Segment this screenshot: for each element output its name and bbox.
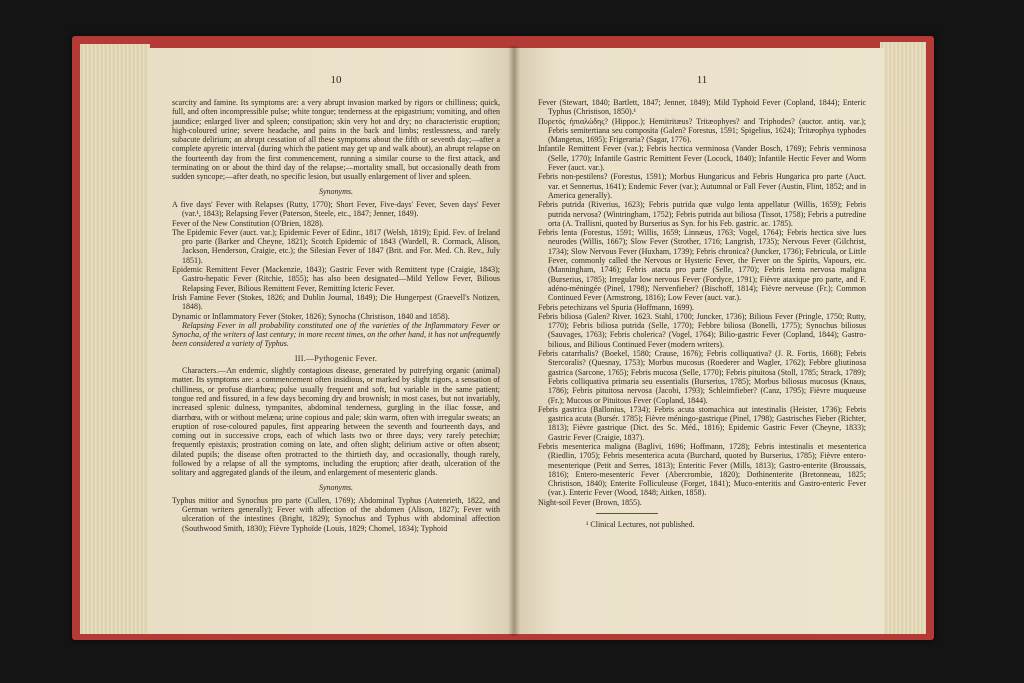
synonym-entry: Febris biliosa (Galen? River. 1623. Stahl, 1700; Juncker, 1736); Bilious Fever (Pringle, 1750; Rutty, 1770); Febris biliosa putrida (Selle, 1770); Febbre biliosa (Bonelli, 1775); Synochus biliosus (Sauvages, 1763); Febris cholerica? (Vogel, 1764); Bilio-gastric Fever (Copland, 1844); Gastro-bilious, and Bilious Continued Fever (modern writers). — [538, 311, 866, 349]
footnote-rule — [596, 513, 658, 514]
characters-paragraph: Characters.—An endemic, slightly contagious disease, generated by putrefying organic (animal) matter. Its symptoms are: a commencement often insidious, or marked by slight rigors, a sensation of chilliness, or profuse diarrhœa; pulse usually frequent and soft, but variable in the same patient; tongue red and fissured, in a few days becoming dry and brownish; in most cases, but not invariably, increased splenic dulness, tympanites, abdominal tenderness, gurgling in the iliac fossæ, and diarrhœa, with or without melæna; urine copious and pale; skin warm, often with irregular sweats; an eruption of rose-coloured papules, first appearing between the seventh and fourteenth days, and coming out in successive crops, each of which lasts two or three days; very rarely petechiæ; frequently epistaxis; prostration coming on late, and often slight; delirium active or often absent; dilated pupils; the disease often protracted to the thirtieth day, and occasionally, though rarely, followed by a relapse of all the symptoms, including the eruption; after death, ulceration of the solitary and aggregated glands of the ileum, and enlargement of mesenteric glands. — [172, 366, 500, 478]
synonym-entry: Febris putrida (Riverius, 1623); Febris putrida quæ vulgo lenta appellatur (Willis, 1659); Febris putrida nervosa? (Wintringham, 1752); Febris putrida aut biliosa (Tissot, 1758); Febris a putredine orta (A. Trallisni, quoted by Burserius as Syn. for his Feb. gastric. ac. 1785). — [538, 200, 866, 228]
book-gutter — [508, 46, 520, 636]
page-edges-left — [80, 44, 150, 634]
note-paragraph: Relapsing Fever in all probability constituted one of the varieties of the Inflammatory Fever or Synocha, of the writers of last century; in more recent times, on the other hand, it has not unfrequently been considered a variety of Typhus. — [172, 320, 500, 349]
synonym-entry: Febris non-pestilens? (Forestus, 1591); Morbus Hungaricus and Febris Hungarica pro parte (Auct. var. et Sennertus, 1641); Endemic Fever (var.); Autumnal or Fall Fever (Austin, Flint, 1852; and in America generally). — [538, 172, 866, 200]
synonyms-heading: Synonyms. — [319, 186, 353, 196]
synonym-entry: Irish Famine Fever (Stokes, 1826; and Dublin Journal, 1849); Die Hungerpest (Graevell's Notizen, 1848). — [172, 292, 500, 312]
synonym-entry: Infantile Remittent Fever (var.); Febris hectica verminosa (Vander Bosch, 1769); Febris verminosa (Selle, 1770); Infantile Gastric Remittent Fever (Locock, 1840); Infantile Hectic Fever and Worm Fever (auct. var.). — [538, 144, 866, 173]
synonym-entry: Fever (Stewart, 1840; Bartlett, 1847; Jenner, 1849); Mild Typhoid Fever (Copland, 1844); Enteric Typhus (Christison, 1850).¹ — [538, 98, 866, 117]
synonyms-heading: Synonyms. — [319, 482, 353, 492]
right-page — [514, 48, 884, 634]
synonym-entry: Febris petechizans vel Spuria (Hoffmann, 1699). — [538, 302, 695, 312]
synonym-entry: Typhus mitior and Synochus pro parte (Cullen, 1769); Abdominal Typhus (Autenrieth, 1822, and German writers generally); Fever with affection of the abdomen (Alison, 1827); Fever with ulceration of the intestines (Bright, 1829); Synochus and Typhus with abdominal affection (Southwood Smith, 1830); Fièvre Typhoïde (Louis, 1829; Chomel, 1834); Typhoid — [172, 495, 500, 533]
synonym-entry: A five days' Fever with Relapses (Rutty, 1770); Short Fever, Five-days' Fever, Seven days' Fever (var.¹, 1843); Relapsing Fever (Paterson, Steele, etc., 1847; Jenner, 1849). — [172, 199, 500, 219]
synonym-entry: Night-soil Fever (Brown, 1855). — [538, 497, 642, 507]
section-title: III.—Pythogenic Fever. — [294, 353, 378, 363]
synonym-entry: The Epidemic Fever (auct. var.); Epidemic Fever of Edinr., 1817 (Welsh, 1819); Epid. Fev. of Ireland pro parte (Barker and Cheyne, 1821); Scotch Epidemic of 1843 (Wardell, R. Cormack, Alison, Jackson, Henderson, Craigie, etc.); the Silesian Fever of 1847 (Brit. and For. Med. Ch. Rev., July 1851). — [172, 227, 500, 265]
left-page-text — [172, 98, 500, 533]
left-page — [148, 48, 514, 634]
right-page-text — [538, 98, 866, 529]
footnote: ¹ Clinical Lectures, not published. — [586, 520, 695, 530]
synonym-entry: Febris catarrhalis? (Boekel, 1580; Crause, 1676); Febris colliquativa? (J. R. Fortis, 1668); Febris Stercoralis? (Quesnay, 1753); Morbus mucosus (Roederer and Wagler, 1762); Febbre gliutinosa gastrica (Sarcone, 1765); Febris mucosa (Selle, 1770); Febris pituitosa (Stoll, 1785; Strack, 1789); Febris colliquativa primaria seu essentialis (Burserius, 1785); Morbus biliosus mucosus (Knaus, 1786); Febris pituitosa nervosa (Jacobi, 1793); Schleimfieber? (Canz, 1795); Fièvre muqueuse (Fr.); Mucous or Pituitous Fever (Copland, 1844). — [538, 349, 866, 405]
synonym-entry: Febris mesenterica maligna (Baglivi, 1696; Hoffmann, 1728); Febris intestinalis et mesenterica (Riedlin, 1705); Febris mesenterica acuta (Burchard, quoted by Burserius, 1785); Fièvre entero-mesenterique (Petit and Serres, 1813); Enteritic Fever (Mills, 1813); Gastro-enterite (Broussais, 1816); Entero-mesenteric Fever (Abercrombie, 1820); Dothinenterite (Bretonneau, 1825; Christison, 1840); Enterite Folliculeuse (Forget, 1841); Muco-enteritis and Gastro-enteric Fever (var.). Enteric Fever (Wood, 1848; Aitken, 1858). — [538, 441, 866, 498]
synonym-entry: Dynamic or Inflammatory Fever (Stoker, 1826); Synocha (Christison, 1840 and 1858). — [172, 311, 450, 321]
synonym-entry: Πυρετὸς ἠπιαλώδης? (Hippoc.); Hemitritæus? Tritæophyes? and Triphodes? (auctor. antiq. var.); Febris semitertiana seu composita (Galen? Forestus, 1591; Spigelius, 1624); Tritæophya typhodes (Mangetus, 1695); Frigeraria? (Sagar, 1776). — [538, 116, 866, 145]
synonym-entry: Febris lenta (Forestus, 1591; Willis, 1659; Linnæus, 1763; Vogel, 1764); Febris hectica sive lues neurodes (Willis, 1667); Slow Fever (Strother, 1716; Langrish, 1735); Nervous Fever (Gilchrist, 1734); Slow Nervous Fever (Huxham, 1739); Febris chronica? (Juncker, 1736); Febricula, or Little Fever, commonly called the Nervous or Hysteric Fever, the Fever on the Spirits, Vapours, etc. (Manningham, 1746); Febris atacta pro parte (Selle, 1770); Febris lenta nervosa maligna (Burserius, 1785); Irregular low nervous Fever (Fordyce, 1791); Fièvre ataxique pro parte, and F. adéno-méningée (Pinel, 1798); Nervenfieber? (Bischoff, 1814); Fièvre nerveuse (Fr.); Common Continued Fever (Armstrong, 1816); Low Fever (auct. var.). — [538, 228, 866, 303]
opening-paragraph: scarcity and famine. Its symptoms are: a very abrupt invasion marked by rigors or chilliness; quick, full, and often incompressible pulse; white tongue; tenderness at the epigastrium; vomiting, and often jaundice; enlarged liver and spleen; constipation; skin very hot and dry; no characteristic eruption; high-coloured urine; severe headache, and pains in the back and limbs; restlessness, and rarely subacute delirium; an abrupt cessation of all these symptoms about the fifth or seventh day;—after a complete apyretic interval (during which the patient may get up and walk about), an abrupt relapse on the fourteenth day from the first commencement, running a similar course to the first attack, and terminating on or about the third day of the relapse;—mortality small, but occasionally death from sudden syncope;—after death, no specific lesion, but usually enlargement of liver and spleen. — [172, 98, 500, 182]
page-edges-right — [880, 42, 926, 634]
synonym-entry: Fever of the New Constitution (O'Brien, 1828). — [172, 218, 324, 228]
page-number: 10 — [330, 74, 342, 86]
synonym-entry: Febris gastrica (Ballonius, 1734); Febris acuta stomachica aut intestinalis (Heister, 1736); Febris gastrica acuta (Bursér. 1785); Fièvre méningo-gastrique (Pinel, 1798); Gastrisches Fieber (Richter, 1813); Fièvre gastrique (Dict. des Sc. Méd., 1816); Epidemic Gastric Fever (Cheyne, 1833); Gastric Fever (Craigie, 1837). — [538, 404, 866, 442]
page-number: 11 — [696, 74, 708, 86]
synonym-entry: Epidemic Remittent Fever (Mackenzie, 1843); Gastric Fever with Remittent type (Craigie, 1843); Gastro-hepatic Fever (Ritchie, 1855); has also been designated—Mild Yellow Fever, Bilious Relapsing Fever, Bilious Remittent Fever, Remitting Icteric Fever. — [172, 265, 500, 293]
